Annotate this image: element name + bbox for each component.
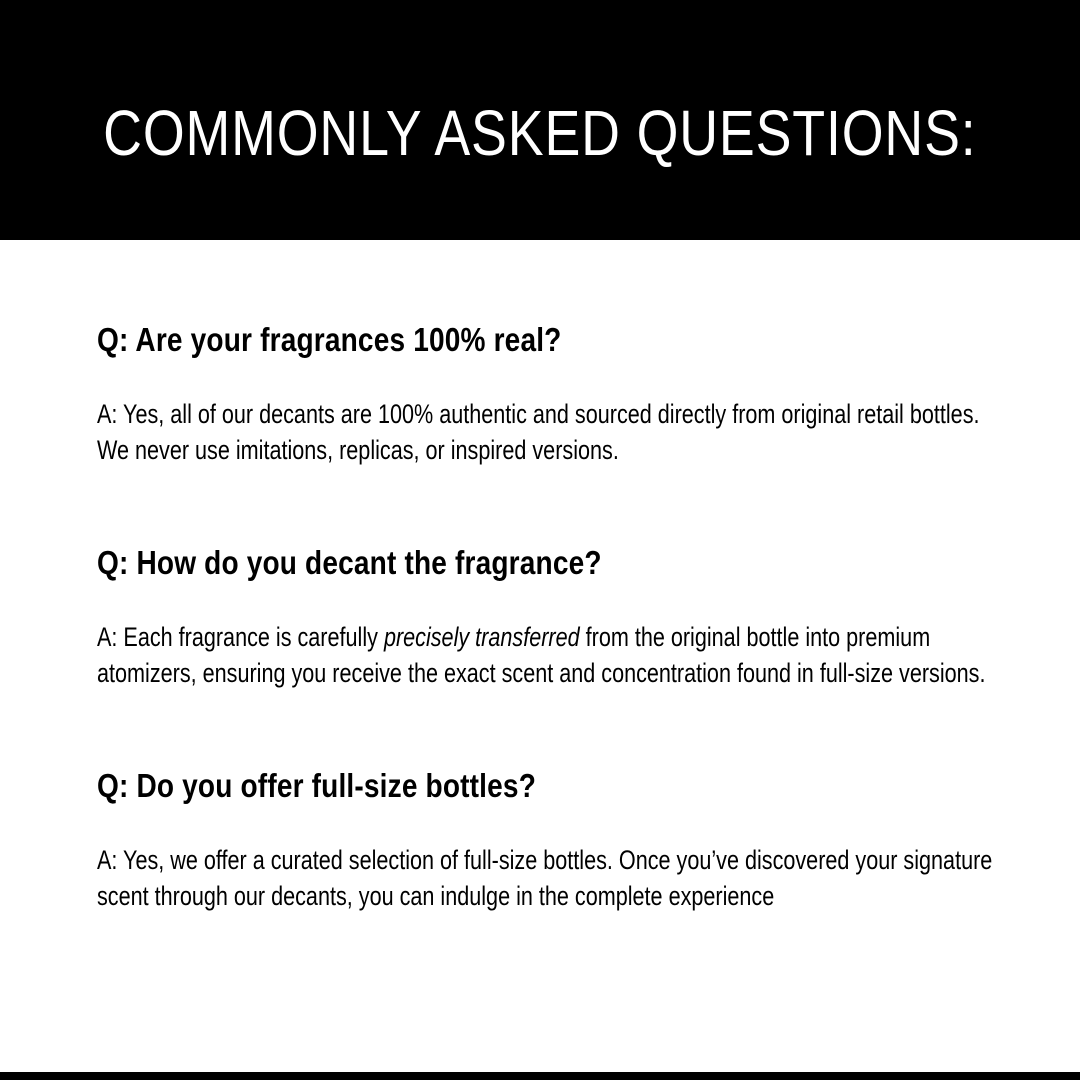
answer-text: A: Yes, all of our decants are 100% authentic and sourced directly from original retail bottles. We never use imitations, replicas, or inspired versions. [97,399,980,465]
faq-question: Q: How do you decant the fragrance? [97,544,602,581]
answer-text: A: Each fragrance is carefully [97,622,384,652]
faq-answer [97,619,1009,691]
answer-italic-phrase: precisely transferred [383,622,580,652]
faq-question: Q: Are your fragrances 100% real? [97,321,562,358]
faq-item-decanting [97,543,1080,691]
faq-content [0,240,1080,914]
answer-text: from the original bottle into premium atomizers, ensuring you receive the exact scent and concentration found in full-size versions. [97,622,986,688]
faq-question: Q: Do you offer full-size bottles? [97,767,536,804]
page-title: COMMONLY ASKED QUESTIONS: [103,97,977,169]
faq-item-authenticity [97,320,1080,468]
header-band [0,0,1080,240]
answer-text: A: Yes, we offer a curated selection of full-size bottles. Once you’ve discovered your signature scent through our decants, you can indulge in the complete experience [97,845,993,911]
faq-item-full-size [97,766,1080,914]
footer-bar [0,1072,1080,1080]
faq-answer [97,842,1009,914]
faq-answer [97,396,1009,468]
